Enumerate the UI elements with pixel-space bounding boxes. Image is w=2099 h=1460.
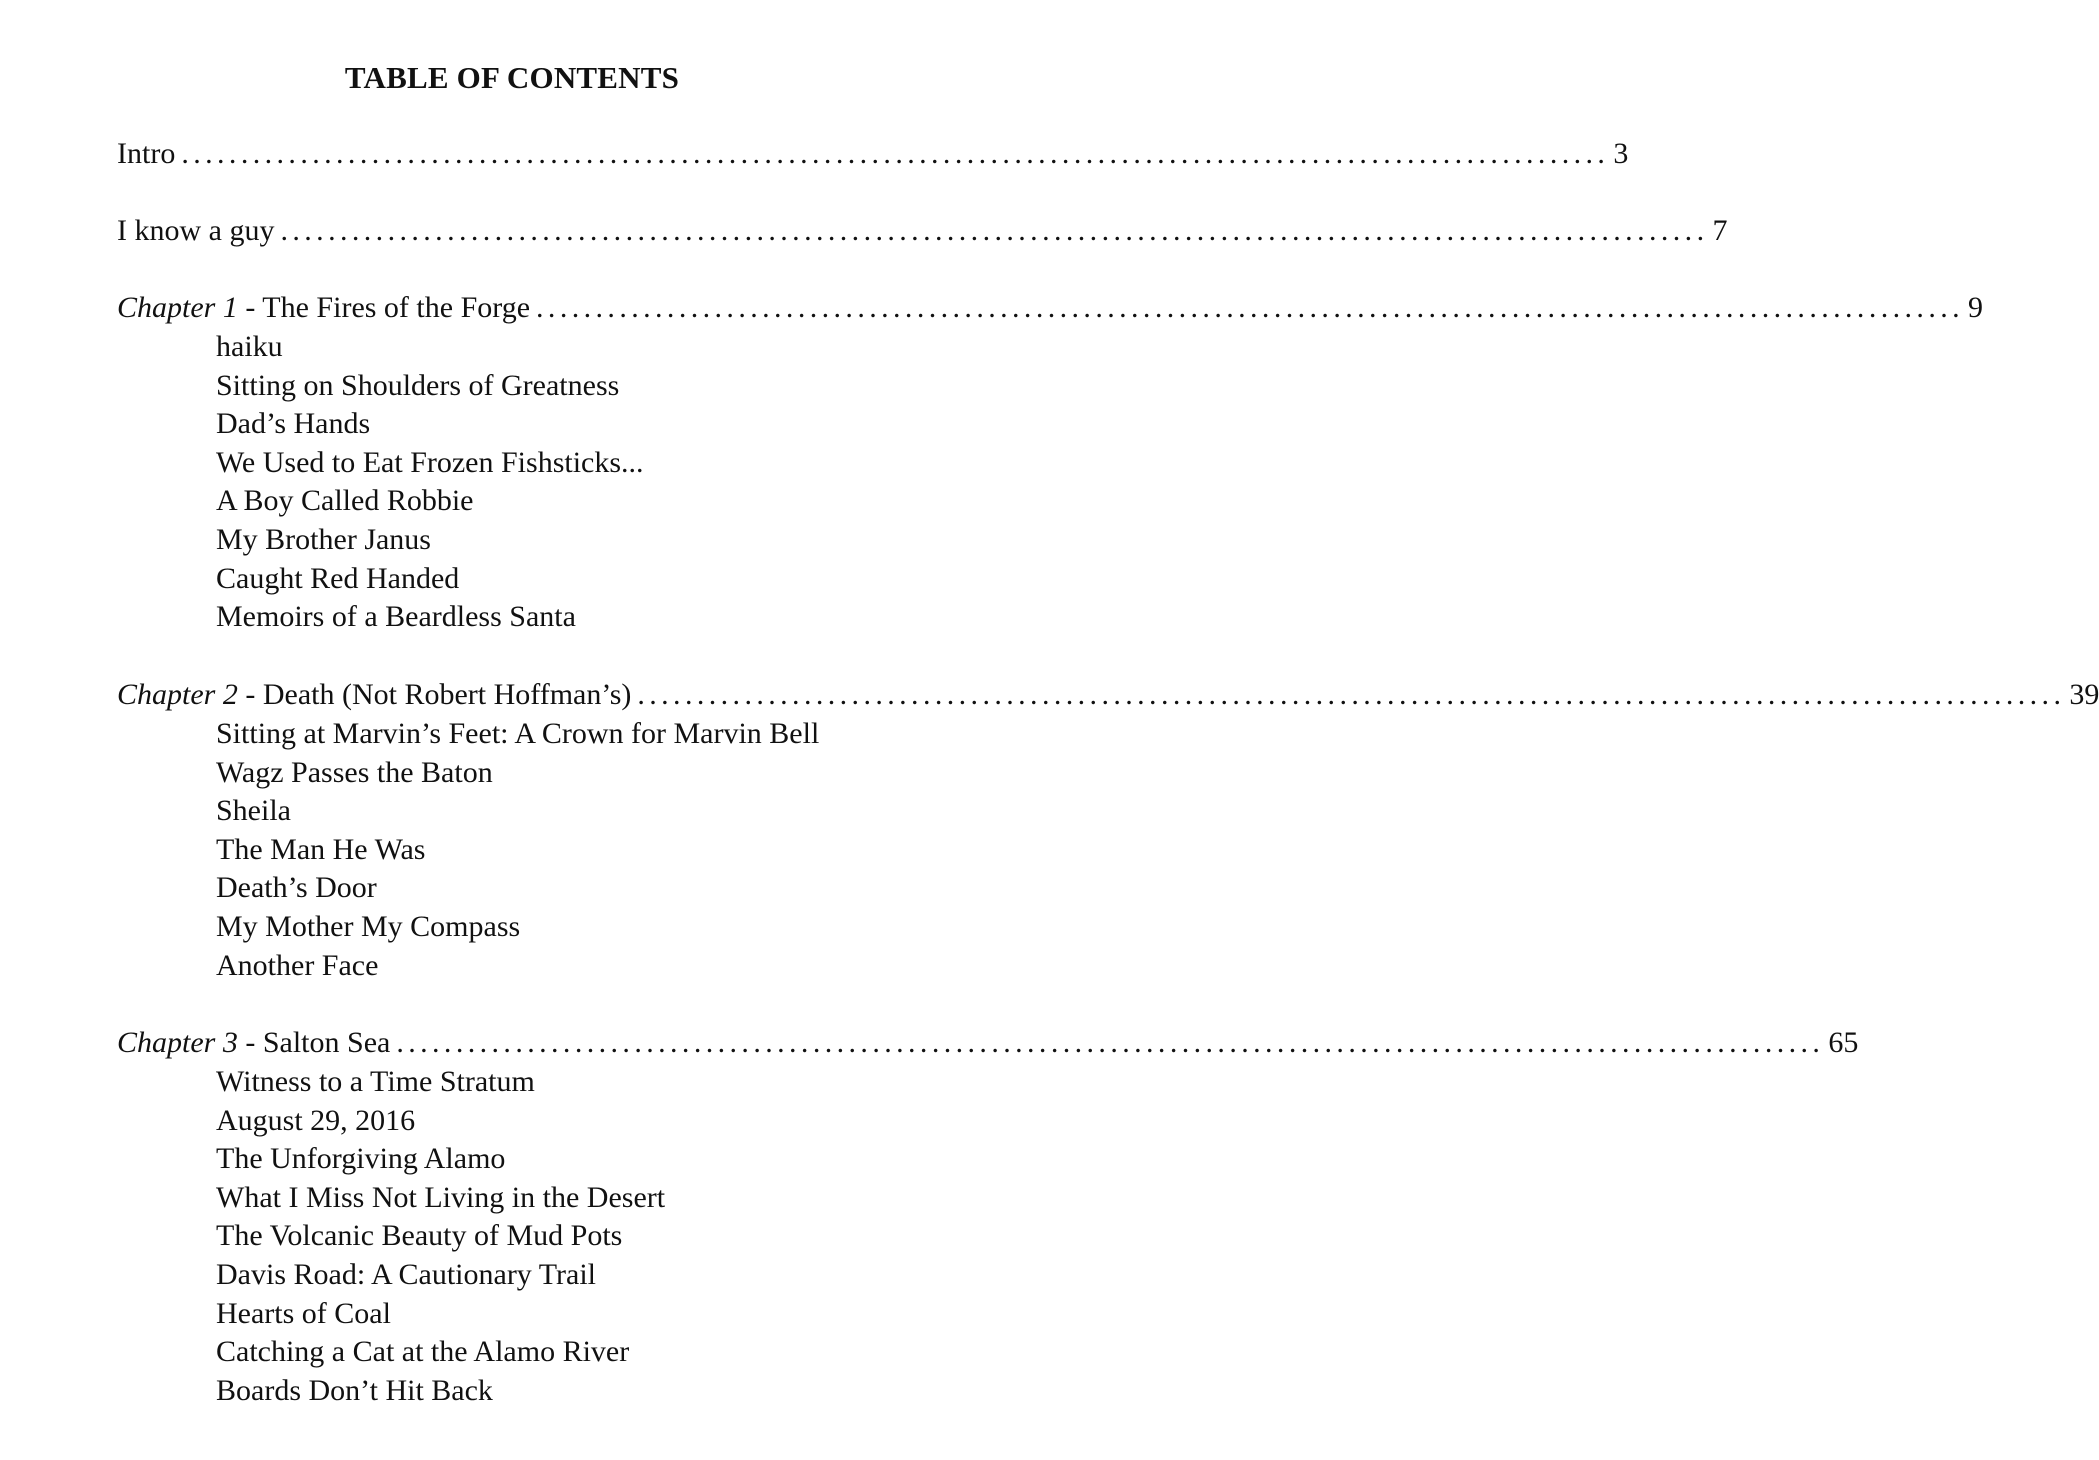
chapter-title: - Death (Not Robert Hoffman’s) (237, 678, 632, 711)
page-title: TABLE OF CONTENTS (344, 60, 680, 95)
list-item: The Man He Was (216, 832, 426, 866)
list-item: The Volcanic Beauty of Mud Pots (216, 1219, 623, 1253)
chapter-1-items (216, 328, 644, 637)
toc-entry-i-know-a-guy (117, 212, 1728, 251)
page-number: 3 (1613, 137, 1629, 170)
page-number: 65 (1828, 1026, 1859, 1059)
list-item: Boards Don’t Hit Back (216, 1373, 493, 1407)
list-item: Wagz Passes the Baton (216, 755, 493, 789)
toc-entry-chapter-2 (117, 676, 2099, 715)
list-item: Witness to a Time Stratum (216, 1065, 535, 1098)
page-number: 39 (2069, 678, 2099, 711)
list-item: Davis Road: A Cautionary Trail (216, 1257, 597, 1291)
chapter-title: - Salton Sea (237, 1026, 391, 1059)
list-item: We Used to Eat Frozen Fishsticks... (216, 445, 644, 479)
chapter-heading (117, 1024, 390, 1063)
toc-entry-chapter-3 (117, 1024, 1859, 1063)
chapter-number: Chapter 1 (117, 291, 238, 324)
list-item: Hearts of Coal (216, 1296, 391, 1330)
list-item: Memoirs of a Beardless Santa (216, 600, 576, 634)
list-item: Another Face (216, 948, 379, 982)
chapter-title: - The Fires of the Forge (237, 291, 531, 324)
chapter-2-items (216, 715, 819, 985)
list-item: August 29, 2016 (216, 1103, 416, 1137)
chapter-heading (117, 289, 530, 328)
chapter-heading (117, 676, 631, 715)
chapter-number: Chapter 3 (117, 1026, 238, 1059)
entry-label: I know a guy (117, 214, 275, 247)
list-item: The Unforgiving Alamo (216, 1142, 506, 1176)
toc-entry-intro (117, 135, 1629, 174)
dot-leader: ........................................................................................................................ (396, 1026, 1825, 1059)
list-item: My Mother My Compass (216, 909, 521, 943)
list-item: Sheila (216, 794, 291, 828)
page-number: 9 (1968, 291, 1984, 324)
dot-leader: ........................................................................................................................ (637, 678, 2066, 711)
list-item: A Boy Called Robbie (216, 484, 474, 518)
dot-leader: ........................................................................................................................ (181, 137, 1610, 170)
list-item: haiku (216, 330, 283, 363)
toc-entry-chapter-1 (117, 289, 1984, 328)
list-item: Sitting on Shoulders of Greatness (216, 368, 620, 402)
list-item: Catching a Cat at the Alamo River (216, 1335, 630, 1369)
list-item: Dad’s Hands (216, 407, 371, 441)
page-number: 7 (1712, 214, 1728, 247)
dot-leader: ........................................................................................................................ (280, 214, 1709, 247)
chapter-number: Chapter 2 (117, 678, 238, 711)
list-item: Caught Red Handed (216, 561, 460, 595)
list-item: What I Miss Not Living in the Desert (216, 1180, 666, 1214)
dot-leader: ........................................................................................................................ (536, 291, 1965, 324)
list-item: Sitting at Marvin’s Feet: A Crown for Marvin Bell (216, 717, 820, 750)
entry-label: Intro (117, 137, 176, 170)
list-item: Death’s Door (216, 871, 377, 905)
chapter-3-items (216, 1063, 665, 1410)
list-item: My Brother Janus (216, 522, 431, 556)
